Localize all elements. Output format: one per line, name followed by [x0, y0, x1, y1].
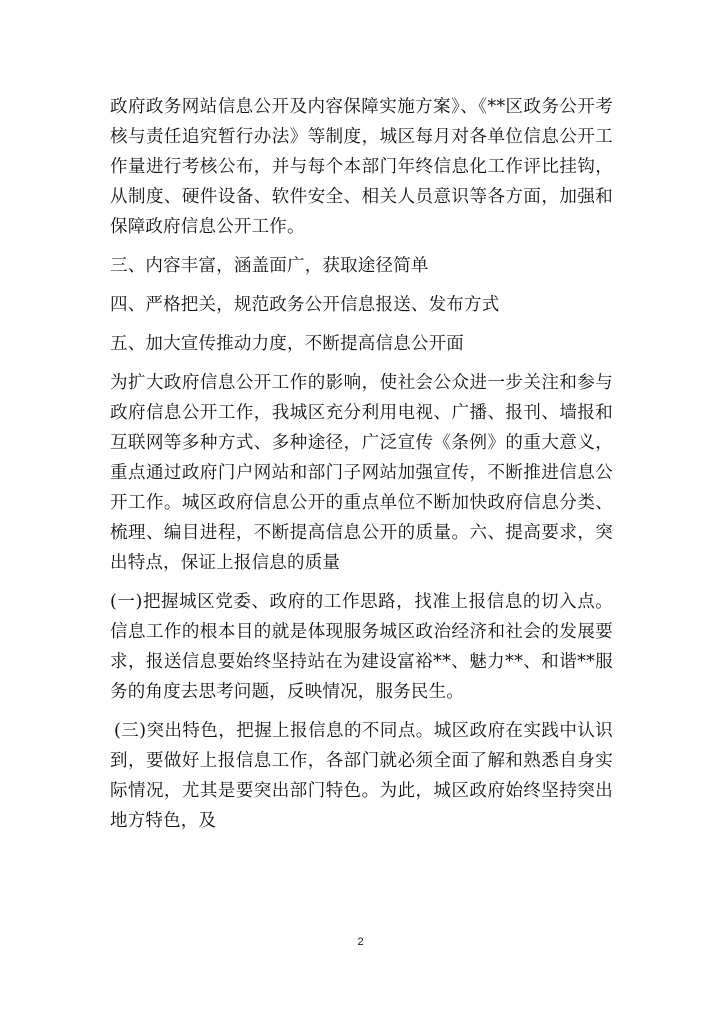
paragraph-publicity: 为扩大政府信息公开工作的影响，使社会公众进一步关注和参与政府信息公开工作，我城区充分利用电视、广播、报刊、墙报和互联网等多种方式、多种途径，广泛宣传《条例》的重大意义，重点通过政府门户网站和部门子网站加强宣传，不断推进信息公开工作。城区政府信息公开的重点单位不断加快政府信息分类、梳理、编目进程，不断提高信息公开的质量。六、提高要求，突出特点，保证上报信息的质量	[110, 373, 613, 573]
paragraph-policy-measures: 政府政务网站信息公开及内容保障实施方案》、《**区政务公开考核与责任追究暂行办法》等制度，城区每月对各单位信息公开工作量进行考核公布，并与每个本部门年终信息化工作评比挂钩，从制度、硬件设备、软件安全、相关人员意识等各方面，加强和保障政府信息公开工作。	[110, 97, 613, 237]
heading-section-three: 三、内容丰富，涵盖面广，获取途径简单	[110, 256, 429, 276]
heading-section-five: 五、加大宣传推动力度，不断提高信息公开面	[110, 334, 464, 354]
paragraph-item-one: (一)把握城区党委、政府的工作思路，找准上报信息的切入点。信息工作的根本目的就是体现服务城区政治经济和社会的发展要求，报送信息要始终坚持站在为建设富裕**、魅力**、和谐**服务的角度去思考问题，反映情况，服务民生。	[110, 592, 613, 702]
paragraph-item-three: (三)突出特色，把握上报信息的不同点。城区政府在实践中认识到，要做好上报信息工作，各部门就必须全面了解和熟悉自身实际情况，尤其是要突出部门特色。为此，城区政府始终坚持突出地方特色，及	[110, 721, 613, 831]
document-body	[110, 92, 613, 836]
heading-section-four: 四、严格把关，规范政务公开信息报送、发布方式	[110, 295, 500, 315]
page-number: 2	[357, 936, 364, 948]
